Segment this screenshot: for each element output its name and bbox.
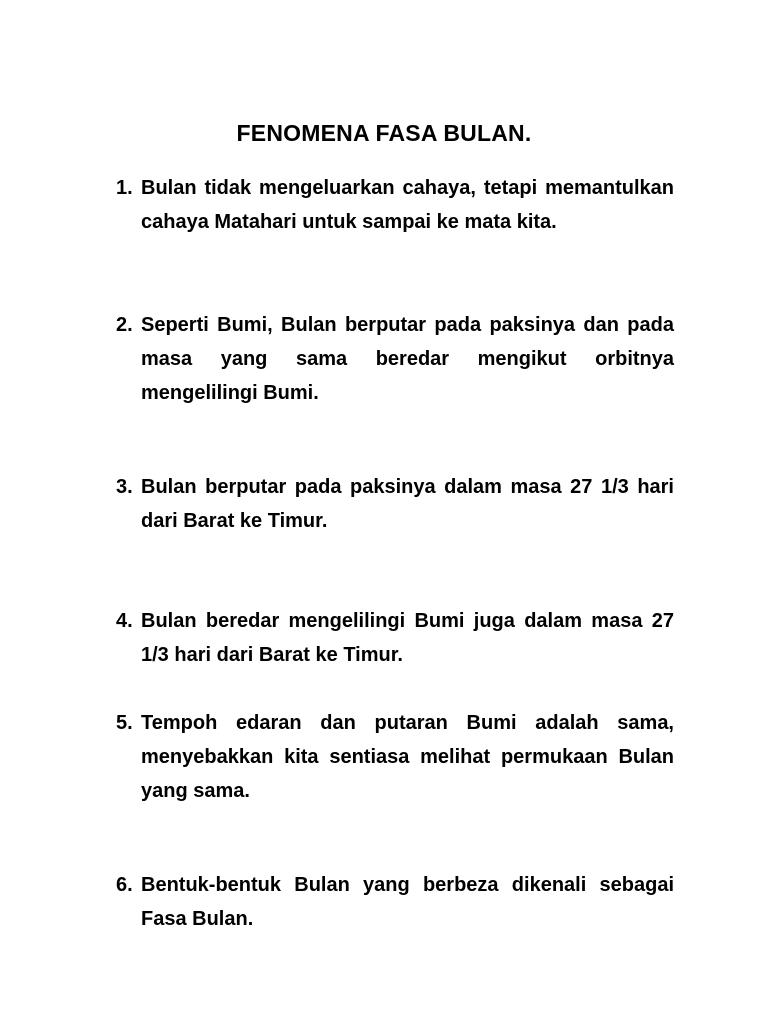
- list-item: [116, 604, 674, 672]
- list-item-number: 4.: [116, 610, 133, 632]
- list-item-text: Seperti Bumi, Bulan berputar pada paksinya dan pada masa yang sama beredar mengikut orbitnya mengelilingi Bumi.: [141, 314, 674, 404]
- list-item: [116, 308, 674, 410]
- list-item-number: 5.: [116, 712, 133, 734]
- list-item: [116, 868, 674, 936]
- list-item: [116, 470, 674, 538]
- page-title: FENOMENA FASA BULAN.: [236, 120, 532, 146]
- list-item: [116, 706, 674, 808]
- list-item: [116, 171, 674, 239]
- list-item-number: 6.: [116, 874, 133, 896]
- list-item-text: Bulan tidak mengeluarkan cahaya, tetapi memantulkan cahaya Matahari untuk sampai ke mata kita.: [141, 177, 674, 233]
- list-item-text: Bentuk-bentuk Bulan yang berbeza dikenali sebagai Fasa Bulan.: [141, 874, 674, 930]
- list-item-number: 2.: [116, 314, 133, 336]
- list-item-text: Tempoh edaran dan putaran Bumi adalah sama, menyebakkan kita sentiasa melihat permukaan Bulan yang sama.: [141, 712, 674, 802]
- list-item-number: 1.: [116, 177, 133, 199]
- list-item-number: 3.: [116, 476, 133, 498]
- list-item-text: Bulan beredar mengelilingi Bumi juga dalam masa 27 1/3 hari dari Barat ke Timur.: [141, 610, 674, 666]
- list-item-text: Bulan berputar pada paksinya dalam masa 27 1/3 hari dari Barat ke Timur.: [141, 476, 674, 532]
